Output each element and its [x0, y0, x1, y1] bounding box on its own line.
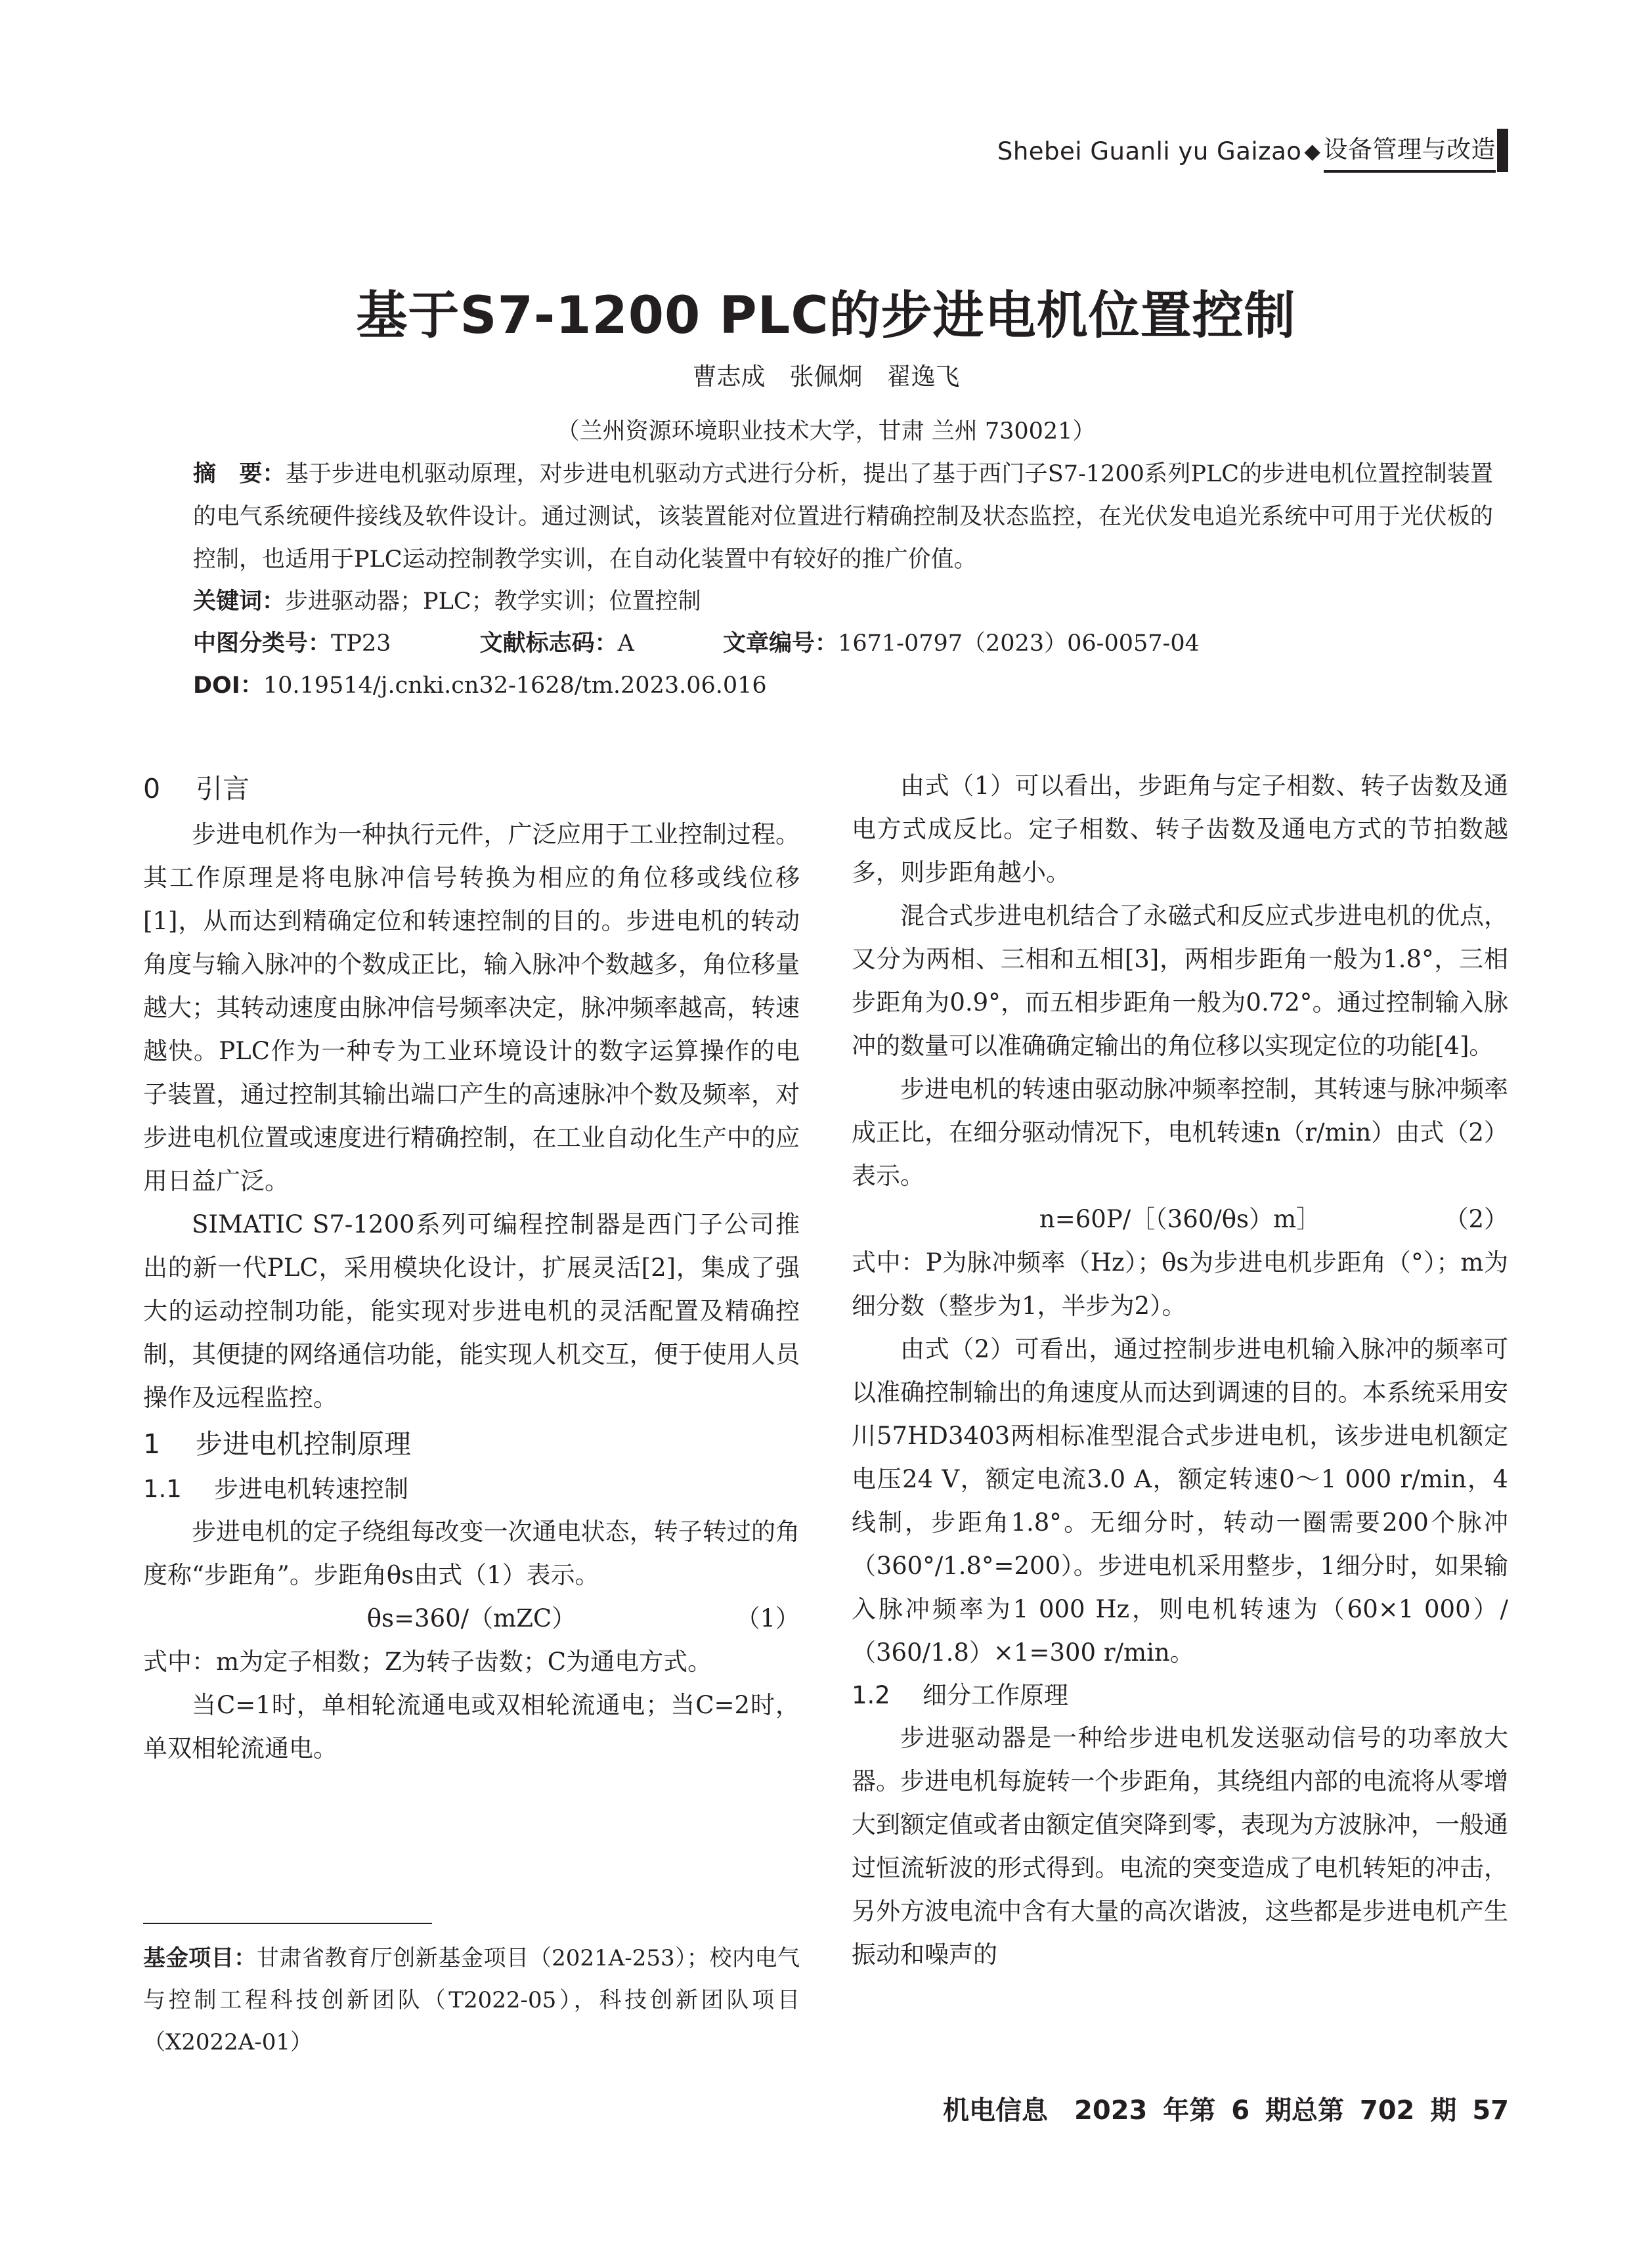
running-header: [997, 129, 1496, 173]
doc-code-label: 文献标志码：: [479, 630, 618, 657]
abstract-text: 基于步进电机驱动原理，对步进电机驱动方式进行分析，提出了基于西门子S7-1200系列PLC的步进电机位置控制装置的电气系统硬件接线及软件设计。通过测试，该装置能对位置进行精确控制及状态监控，在光伏发电追光系统中可用于光伏板的控制，也适用于PLC运动控制教学实训，在自动化装置中有较好的推广价值。: [193, 461, 1493, 573]
abstract: [193, 453, 1493, 581]
doi: [193, 665, 1493, 707]
paragraph: 步进电机的转速由驱动脉冲频率控制，其转速与脉冲频率成正比，在细分驱动情况下，电机转速n（r/min）由式（2）表示。: [852, 1075, 1508, 1190]
paragraph: 式中：m为定子相数；Z为转子齿数；C为通电方式。: [143, 1648, 712, 1676]
footnote-funding: [143, 1937, 800, 2063]
paragraph: 步进驱动器是一种给步进电机发送驱动信号的功率放大器。步进电机每旋转一个步距角，其绕组内部的电流将从零增大到额定值或者由额定值突降到零，表现为方波脉冲，一般通过恒流斩波的形式得到。电流的突变造成了电机转矩的冲击，另外方波电流中含有大量的高次谐波，这些都是步进电机产生振动和噪声的: [852, 1724, 1508, 1969]
equation-formula: n=60P/［（360/θs）m］: [1039, 1205, 1321, 1233]
section-number: 1: [143, 1428, 161, 1460]
subsection-title: 细分工作原理: [923, 1681, 1068, 1709]
section-heading-intro: [143, 764, 800, 813]
journal-pinyin: Shebei Guanli yu Gaizao: [997, 137, 1302, 165]
footnote-text: 甘肃省教育厅创新基金项目（2021A-253）；校内电气与控制工程科技创新团队（T2022-05），科技创新团队项目（X2022A-01）: [143, 1945, 800, 2055]
equation-formula: θs=360/（mZC）: [366, 1604, 576, 1632]
section-title: 引言: [196, 773, 250, 804]
equation-number: （2）: [1444, 1205, 1508, 1233]
paragraph: SIMATIC S7-1200系列可编程控制器是西门子公司推出的新一代PLC，采用模块化设计，扩展灵活[2]，集成了强大的运动控制功能，能实现对步进电机的灵活配置及精确控制，其便捷的网络通信功能，能实现人机交互，便于使用人员操作及远程监控。: [143, 1210, 800, 1412]
right-column: [852, 764, 1508, 1977]
doc-code-value: A: [617, 630, 634, 657]
equation-2: [852, 1198, 1508, 1241]
footnote-rule: [143, 1923, 432, 1924]
article-number-label: 文章编号：: [723, 630, 838, 657]
paragraph: 混合式步进电机结合了永磁式和反应式步进电机的优点，又分为两相、三相和五相[3]，两相步距角一般为1.8°，三相步距角为0.9°，而五相步距角一般为0.72°。通过控制输入脉冲的数量可以准确确定输出的角位移以实现定位的功能[4]。: [852, 902, 1508, 1060]
paragraph: 当C=1时，单相轮流通电或双相轮流通电；当C=2时，单双相轮流通电。: [143, 1691, 800, 1763]
classification-line: [193, 623, 1493, 665]
clc-value: TP23: [331, 630, 391, 657]
section-category: 设备管理与改造: [1324, 129, 1496, 173]
keywords: [193, 581, 1493, 623]
section-heading-principle: [143, 1420, 800, 1468]
diamond-separator: ◆: [1304, 139, 1321, 164]
authors: 曹志成 张佩炯 翟逸飞: [692, 362, 960, 391]
section-number: 0: [143, 773, 161, 804]
abstract-label: 摘 要：: [193, 461, 286, 487]
left-column: [143, 764, 800, 1770]
subsection-number: 1.1: [143, 1475, 182, 1503]
footnote-label: 基金项目：: [143, 1945, 257, 1971]
paragraph: 步进电机作为一种执行元件，广泛应用于工业控制过程。其工作原理是将电脉冲信号转换为相应的角位移或线位移[1]，从而达到精确定位和转速控制的目的。步进电机的转动角度与输入脉冲的个数成正比，输入脉冲个数越多，角位移量越大；其转动速度由脉冲信号频率决定，脉冲频率越高，转速越快。PLC作为一种专为工业环境设计的数字运算操作的电子装置，通过控制其输出端口产生的高速脉冲个数及频率，对步进电机位置或速度进行精确控制，在工业自动化生产中的应用日益广泛。: [143, 820, 800, 1195]
page-footer: [943, 2090, 1509, 2127]
paragraph: 由式（1）可以看出，步距角与定子相数、转子齿数及通电方式成反比。定子相数、转子齿数及通电方式的节拍数越多，则步距角越小。: [852, 772, 1508, 887]
journal-issue: 机电信息 2023 年第 6 期总第 702 期: [943, 2095, 1457, 2126]
equation-1: [143, 1597, 800, 1640]
subsection-number: 1.2: [852, 1681, 890, 1709]
section-title: 步进电机控制原理: [196, 1428, 411, 1460]
clc-label: 中图分类号：: [193, 630, 332, 657]
doi-label: DOI：: [193, 672, 263, 699]
affiliation: （兰州资源环境职业技术大学，甘肃 兰州 730021）: [556, 418, 1096, 445]
paper-title: 基于S7-1200 PLC的步进电机位置控制: [356, 286, 1296, 345]
keywords-label: 关键词：: [193, 588, 286, 615]
equation-number: （1）: [735, 1604, 800, 1632]
header-bar: [1497, 129, 1508, 172]
subsection-heading-speed: [143, 1468, 800, 1510]
keywords-text: 步进驱动器；PLC；教学实训；位置控制: [285, 588, 701, 615]
paragraph: 步进电机的定子绕组每改变一次通电状态，转子转过的角度称“步距角”。步距角θs由式（1）表示。: [143, 1518, 800, 1589]
article-number-value: 1671-0797（2023）06-0057-04: [838, 630, 1200, 657]
doi-value: 10.19514/j.cnki.cn32-1628/tm.2023.06.016: [263, 672, 767, 699]
subsection-title: 步进电机转速控制: [214, 1475, 408, 1503]
page-number: 57: [1472, 2095, 1509, 2126]
paragraph: 由式（2）可看出，通过控制步进电机输入脉冲的频率可以准确控制输出的角速度从而达到调速的目的。本系统采用安川57HD3403两相标准型混合式步进电机，该步进电机额定电压24 V，额定电流3.0 A，额定转速0～1 000 r/min，4线制，步距角1.8°。无细分时，转动一圈需要200个脉冲（360°/1.8°=200）。步进电机采用整步，1细分时，如果输入脉冲频率为1 000 Hz，则电机转速为（60×1 000）/（360/1.8）×1=300 r/min。: [852, 1335, 1508, 1667]
paragraph: 式中：P为脉冲频率（Hz）；θs为步进电机步距角（°）；m为细分数（整步为1，半步为2）。: [852, 1248, 1508, 1320]
subsection-heading-microstep: [852, 1675, 1508, 1717]
